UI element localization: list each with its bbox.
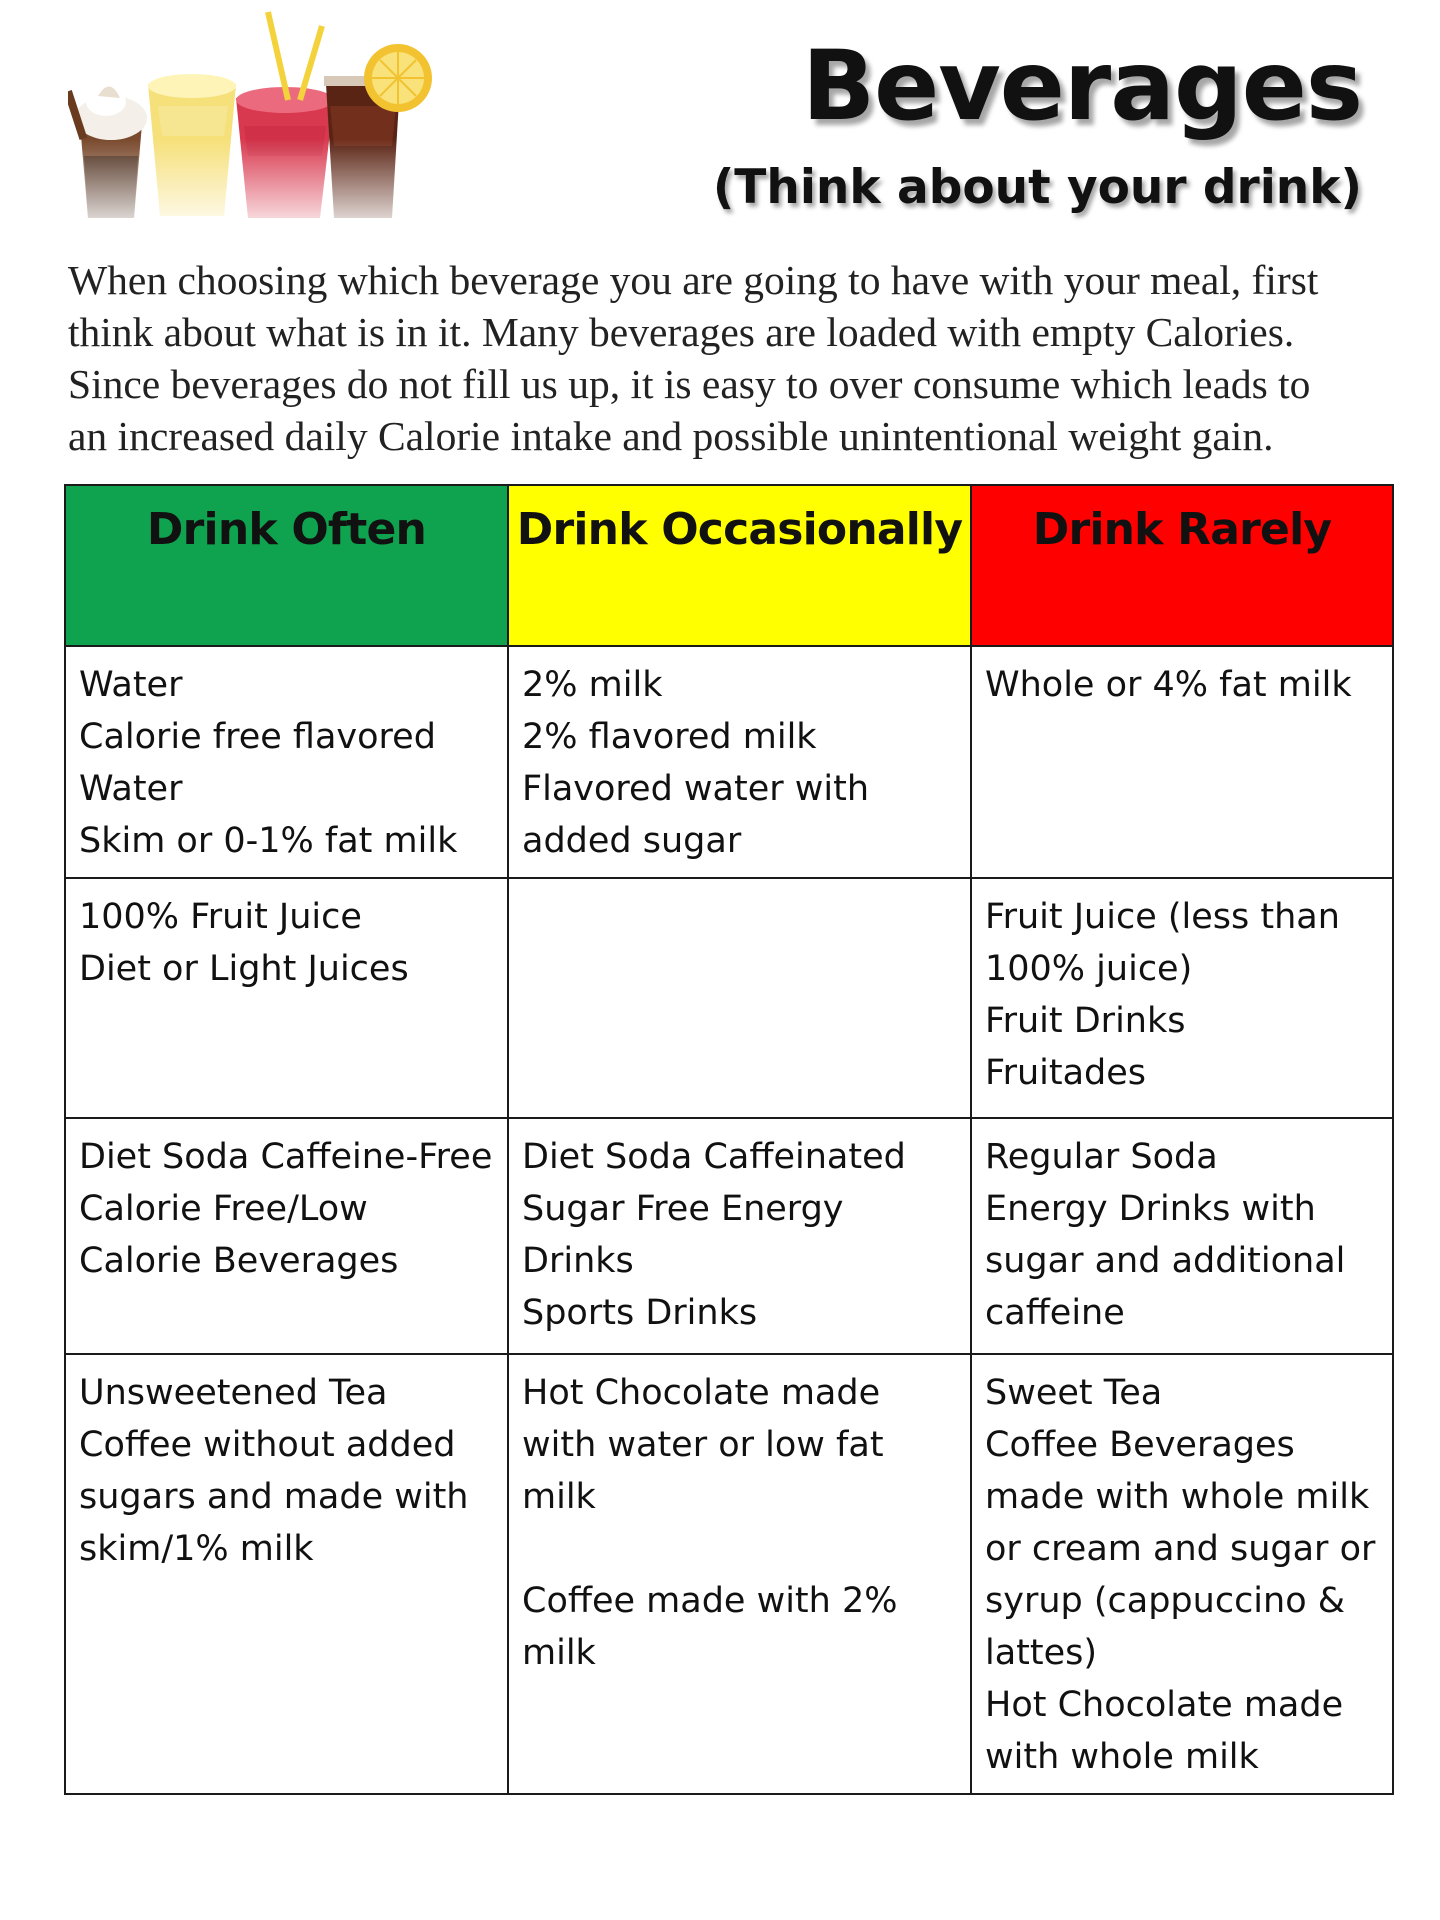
table-row [65,1354,1393,1794]
column-header-drink-occasionally: Drink Occasionally [508,485,971,646]
table-cell: Hot Chocolate made with water or low fat milk Coffee made with 2% milk [508,1354,971,1794]
table-row [65,646,1393,878]
table-cell: Regular Soda Energy Drinks with sugar and additional caffeine [971,1118,1393,1354]
intro-paragraph: When choosing which beverage you are going to have with your meal, first think about what is in it. Many beverages are loaded with empty Calories. Since beverages do not fill us up, it is easy to over consume which leads to an increased daily Calorie intake and possible unintentional weight gain. [68,257,1319,459]
column-header-drink-often: Drink Often [65,485,508,646]
table-cell: Whole or 4% fat milk [971,646,1393,878]
table-row [65,1118,1393,1354]
table-cell: Diet Soda Caffeine-Free Calorie Free/Low Calorie Beverages [65,1118,508,1354]
header-row [65,485,1393,646]
page-subtitle: (Think about your drink) [712,160,1362,215]
column-header-drink-rarely: Drink Rarely [971,485,1393,646]
table-cell: Sweet Tea Coffee Beverages made with whole milk or cream and sugar or syrup (cappuccino & lattes) Hot Chocolate made with whole milk [971,1354,1393,1794]
beverages-illustration [68,6,448,228]
table-cell: Fruit Juice (less than 100% juice) Fruit Drinks Fruitades [971,878,1393,1118]
table-cell: Diet Soda Caffeinated Sugar Free Energy Drinks Sports Drinks [508,1118,971,1354]
table-cell [508,878,971,1118]
table-cell: 2% milk 2% flavored milk Flavored water with added sugar [508,646,971,878]
table-row [65,878,1393,1118]
page-title: Beverages [801,30,1362,142]
table-cell: Water Calorie free flavored Water Skim or 0-1% fat milk [65,646,508,878]
table-cell: 100% Fruit Juice Diet or Light Juices [65,878,508,1118]
beverage-guide-table [64,484,1394,1795]
table-cell: Unsweetened Tea Coffee without added sugars and made with skim/1% milk [65,1354,508,1794]
